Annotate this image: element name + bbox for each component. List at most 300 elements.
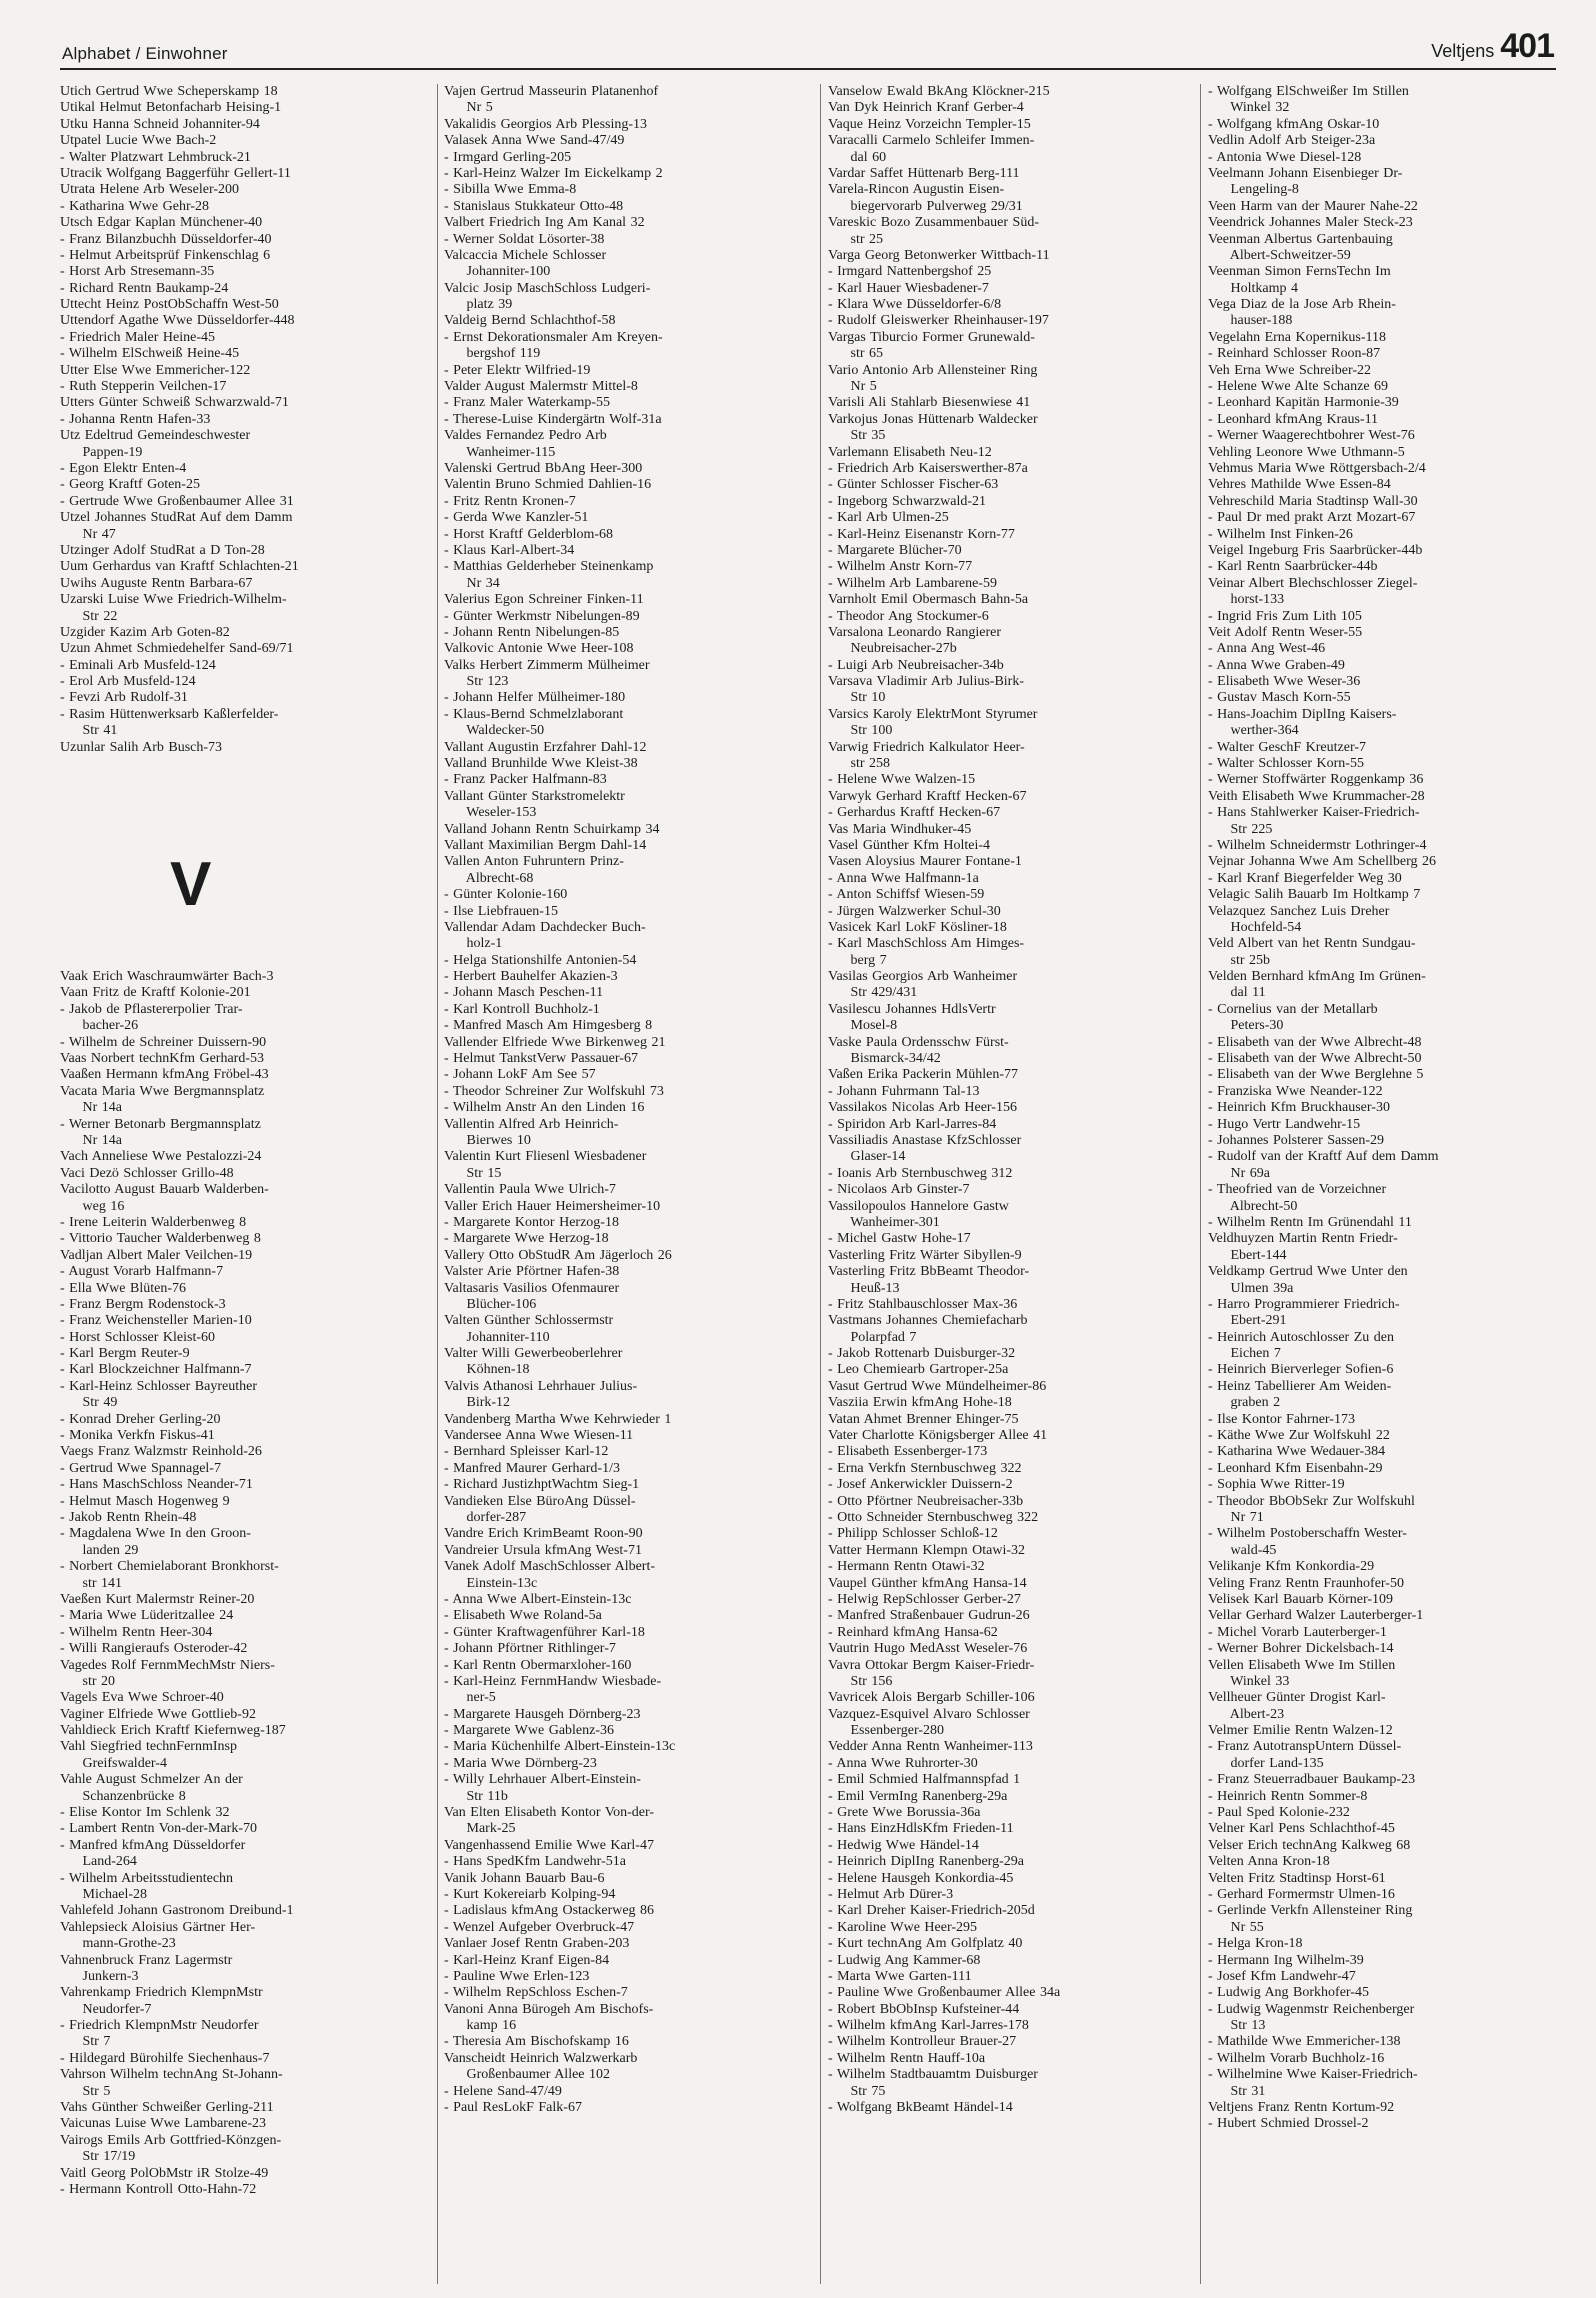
directory-entry-line: Vasicek Karl LokF Kösliner-18 bbox=[828, 919, 1007, 935]
directory-entry-line: Vallen Anton Fuhruntern Prinz- bbox=[444, 854, 624, 870]
directory-entry-line: - Elisabeth Essenberger-173 bbox=[828, 1444, 988, 1460]
column-divider bbox=[820, 84, 821, 2284]
directory-entry-line: Vellar Gerhard Walzer Lauterberger-1 bbox=[1208, 1608, 1424, 1624]
directory-entry-line: - Anna Wwe Ruhrorter-30 bbox=[828, 1755, 978, 1771]
directory-entry-line: - Leonhard Kfm Eisenbahn-29 bbox=[1208, 1460, 1383, 1476]
directory-entry-line: Str 75 bbox=[828, 2083, 886, 2099]
directory-entry-line: Mark-25 bbox=[444, 1821, 516, 1837]
directory-entry-line: - Hubert Schmied Drossel-2 bbox=[1208, 2116, 1369, 2132]
directory-entry-line: - Helmut Masch Hogenweg 9 bbox=[60, 1493, 230, 1509]
directory-entry-line: Vandieken Else BüroAng Düssel- bbox=[444, 1493, 636, 1509]
directory-entry-line: wald-45 bbox=[1208, 1542, 1277, 1558]
directory-entry-line: Utzinger Adolf StudRat a D Ton-28 bbox=[60, 542, 265, 558]
directory-entry-line: - Werner Waagerechtbohrer West-76 bbox=[1208, 428, 1415, 444]
directory-entry-line: Veenman Albertus Gartenbauing bbox=[1208, 231, 1393, 247]
directory-entry-line: Valder August Malermstr Mittel-8 bbox=[444, 379, 638, 395]
column-1 bbox=[60, 84, 430, 2284]
directory-entry-line: - Stanislaus Stukkateur Otto-48 bbox=[444, 198, 624, 214]
directory-entry-line: Vaupel Günther kfmAng Hansa-14 bbox=[828, 1575, 1027, 1591]
directory-entry-line: Holtkamp 4 bbox=[1208, 280, 1298, 296]
directory-entry-line: Veltjens Franz Rentn Kortum-92 bbox=[1208, 2100, 1395, 2116]
directory-entry-line: - Karl Dreher Kaiser-Friedrich-205d bbox=[828, 1903, 1035, 1919]
directory-entry-line: Nr 14a bbox=[60, 1133, 122, 1148]
directory-entry-line: Vassiliadis Anastase KfzSchlosser bbox=[828, 1133, 1022, 1148]
column-2 bbox=[444, 84, 812, 2284]
entry-columns bbox=[60, 84, 1556, 2284]
directory-entry-line: - Manfred Masch Am Himgesberg 8 bbox=[444, 1018, 653, 1034]
directory-entry-line: Str 123 bbox=[444, 674, 509, 690]
directory-entry-line: - Heinrich Kfm Bruckhauser-30 bbox=[1208, 1100, 1390, 1116]
blank-line bbox=[60, 904, 430, 920]
directory-entry-line: Velser Erich technAng Kalkweg 68 bbox=[1208, 1837, 1411, 1853]
directory-entry-line: Waldecker-50 bbox=[444, 723, 545, 739]
directory-entry-line: - Franz Packer Halfmann-83 bbox=[444, 772, 607, 788]
directory-entry-line: kamp 16 bbox=[444, 2018, 517, 2034]
directory-entry-line: - Theofried van de Vorzeichner bbox=[1208, 1182, 1387, 1198]
directory-entry-line: - Ernst Dekorationsmaler Am Kreyen- bbox=[444, 329, 663, 345]
directory-entry-line: - Karl-Heinz Schlosser Bayreuther bbox=[60, 1378, 257, 1394]
directory-entry-line: - Spiridon Arb Karl-Jarres-84 bbox=[828, 1116, 997, 1132]
directory-entry-line: - Horst Arb Stresemann-35 bbox=[60, 264, 215, 280]
directory-entry-line: - Rasim Hüttenwerksarb Kaßlerfelder- bbox=[60, 706, 279, 722]
directory-entry-line: - Egon Elektr Enten-4 bbox=[60, 460, 187, 476]
directory-entry-line: - Ioanis Arb Sternbuschweg 312 bbox=[828, 1165, 1013, 1181]
directory-entry-line: - Jakob de Pflastererpolier Trar- bbox=[60, 1001, 243, 1017]
directory-entry-line: - Hermann Kontroll Otto-Hahn-72 bbox=[60, 2182, 257, 2197]
directory-entry-line: - Klaus Karl-Albert-34 bbox=[444, 542, 575, 558]
directory-entry-line: - Emil VermIng Ranenberg-29a bbox=[828, 1788, 1008, 1804]
directory-entry-line: - Karl Rentn Saarbrücker-44b bbox=[1208, 559, 1378, 575]
directory-entry-line: - Helga Kron-18 bbox=[1208, 1936, 1303, 1952]
directory-entry-line: - Theresia Am Bischofskamp 16 bbox=[444, 2034, 629, 2050]
directory-entry-line: - Philipp Schlosser Schloß-12 bbox=[828, 1526, 998, 1542]
directory-entry-line: Varisli Ali Stahlarb Biesenwiese 41 bbox=[828, 395, 1031, 411]
directory-entry-line: - Elisabeth Wwe Roland-5a bbox=[444, 1608, 602, 1624]
directory-entry-line: - Walter Platzwart Lehmbruck-21 bbox=[60, 149, 251, 165]
directory-entry-line: - Elisabeth van der Wwe Berglehne 5 bbox=[1208, 1067, 1424, 1083]
directory-entry-line: Vargas Tiburcio Former Grunewald- bbox=[828, 329, 1035, 345]
directory-entry-line: - Otto Pförtner Neubreisacher-33b bbox=[828, 1493, 1024, 1509]
directory-entry-line: Vandre Erich KrimBeamt Roon-90 bbox=[444, 1526, 643, 1542]
directory-entry-line: - Karl Arb Ulmen-25 bbox=[828, 510, 949, 526]
directory-entry-line: - Franz Steuerradbauer Baukamp-23 bbox=[1208, 1772, 1416, 1788]
directory-entry-line: - Wilhelm ElSchweiß Heine-45 bbox=[60, 346, 240, 362]
directory-entry-line: Vallant Augustin Erzfahrer Dahl-12 bbox=[444, 739, 647, 755]
directory-entry-line: - Theodor Schreiner Zur Wolfskuhl 73 bbox=[444, 1083, 664, 1099]
directory-entry-line: Uttendorf Agathe Wwe Düsseldorfer-448 bbox=[60, 313, 295, 329]
directory-entry-line: - Franz Weichensteller Marien-10 bbox=[60, 1313, 252, 1329]
directory-entry-line: - Günter Werkmstr Nibelungen-89 bbox=[444, 608, 640, 624]
directory-entry-line: - Wilhelm Vorarb Buchholz-16 bbox=[1208, 2050, 1385, 2066]
directory-entry-line: - Karl-Heinz Eisenanstr Korn-77 bbox=[828, 526, 1015, 542]
directory-entry-line: - Johann Helfer Mülheimer-180 bbox=[444, 690, 626, 706]
directory-entry-line: - Konrad Dreher Gerling-20 bbox=[60, 1411, 221, 1427]
directory-entry-line: - Lambert Rentn Von-der-Mark-70 bbox=[60, 1821, 257, 1837]
directory-entry-line: - Wolfgang BkBeamt Händel-14 bbox=[828, 2100, 1013, 2116]
blank-line bbox=[60, 871, 430, 887]
directory-entry-line: Str 156 bbox=[828, 1673, 893, 1689]
directory-entry-line: Großenbaumer Allee 102 bbox=[444, 2067, 611, 2083]
directory-entry-line: Wanheimer-301 bbox=[828, 1214, 940, 1230]
directory-entry-line: Utku Hanna Schneid Johanniter-94 bbox=[60, 116, 260, 132]
directory-entry-line: - Hildegard Bürohilfe Siechenhaus-7 bbox=[60, 2050, 270, 2066]
directory-entry-line: Hochfeld-54 bbox=[1208, 919, 1302, 935]
directory-entry-line: Ulmen 39a bbox=[1208, 1280, 1294, 1296]
directory-entry-line: Str 225 bbox=[1208, 821, 1273, 837]
blank-line bbox=[60, 822, 430, 838]
directory-entry-line: Uum Gerhardus van Kraftf Schlachten-21 bbox=[60, 559, 299, 575]
directory-entry-line: Utter Else Wwe Emmericher-122 bbox=[60, 362, 251, 378]
directory-entry-line: - Maria Wwe Lüderitzallee 24 bbox=[60, 1608, 234, 1624]
directory-entry-line: Vaßen Erika Packerin Mühlen-77 bbox=[828, 1067, 1018, 1083]
directory-entry-line: Vaaßen Hermann kfmAng Fröbel-43 bbox=[60, 1067, 269, 1083]
directory-entry-line: - Helmut Arb Dürer-3 bbox=[828, 1886, 954, 1902]
directory-entry-line: - Karl Rentn Obermarxloher-160 bbox=[444, 1657, 632, 1673]
directory-entry-line: - Heinrich Bierverleger Sofien-6 bbox=[1208, 1362, 1394, 1378]
directory-entry-line: Velazquez Sanchez Luis Dreher bbox=[1208, 903, 1390, 919]
directory-entry-line: - Wilhelm Stadtbauamtm Duisburger bbox=[828, 2067, 1038, 2083]
directory-entry-line: Nr 55 bbox=[1208, 1919, 1264, 1935]
directory-entry-line: Valster Arie Pförtner Hafen-38 bbox=[444, 1264, 620, 1280]
directory-entry-line: Vandreier Ursula kfmAng West-71 bbox=[444, 1542, 642, 1558]
directory-entry-line: Vallendar Adam Dachdecker Buch- bbox=[444, 919, 646, 935]
directory-entry-line: - Anna Ang West-46 bbox=[1208, 641, 1326, 657]
directory-entry-line: - Horst Schlosser Kleist-60 bbox=[60, 1329, 216, 1345]
directory-entry-line: Vallentin Paula Wwe Ulrich-7 bbox=[444, 1182, 616, 1198]
directory-entry-line: - Peter Elektr Wilfried-19 bbox=[444, 362, 591, 378]
blank-line bbox=[60, 789, 430, 805]
directory-entry-line: - Rudolf van der Kraftf Auf dem Damm bbox=[1208, 1149, 1439, 1165]
directory-entry-line: Vanselow Ewald BkAng Klöckner-215 bbox=[828, 84, 1050, 99]
directory-entry-line: Vatter Hermann Klempn Otawi-32 bbox=[828, 1542, 1025, 1558]
directory-entry-line: Vedlin Adolf Arb Steiger-23a bbox=[1208, 133, 1376, 149]
directory-entry-line: - Gerhard Formermstr Ulmen-16 bbox=[1208, 1886, 1395, 1902]
directory-entry-line: Polarpfad 7 bbox=[828, 1329, 917, 1345]
directory-entry-line: - Walter Schlosser Korn-55 bbox=[1208, 756, 1364, 772]
directory-entry-line: - Klaus-Bernd Schmelzlaborant bbox=[444, 706, 624, 722]
directory-entry-line: - Manfred Straßenbauer Gudrun-26 bbox=[828, 1608, 1030, 1624]
directory-entry-line: - Gerda Wwe Kanzler-51 bbox=[444, 510, 589, 526]
directory-entry-line: dorfer Land-135 bbox=[1208, 1755, 1324, 1771]
directory-entry-line: - Ladislaus kfmAng Ostackerweg 86 bbox=[444, 1903, 655, 1919]
directory-entry-line: - Katharina Wwe Gehr-28 bbox=[60, 198, 210, 214]
directory-entry-line: - Karl Kontroll Buchholz-1 bbox=[444, 1001, 600, 1017]
directory-entry-line: - Katharina Wwe Wedauer-384 bbox=[1208, 1444, 1386, 1460]
directory-entry-line: - Paul Dr med prakt Arzt Mozart-67 bbox=[1208, 510, 1416, 526]
directory-entry-line: - Wilhelm Anstr An den Linden 16 bbox=[444, 1100, 645, 1116]
directory-entry-line: Vehreschild Maria Stadtinsp Wall-30 bbox=[1208, 493, 1418, 509]
directory-entry-line: Str 13 bbox=[1208, 2018, 1266, 2034]
directory-entry-line: - Antonia Wwe Diesel-128 bbox=[1208, 149, 1362, 165]
directory-entry-line: - Irmgard Gerling-205 bbox=[444, 149, 572, 165]
directory-entry-line: - Helene Sand-47/49 bbox=[444, 2083, 562, 2099]
directory-entry-line: - Heinrich DiplIng Ranenberg-29a bbox=[828, 1854, 1024, 1870]
directory-entry-line: - Wilhelm Rentn Heer-304 bbox=[60, 1624, 213, 1640]
directory-entry-line: Vasut Gertrud Wwe Mündelheimer-86 bbox=[828, 1378, 1047, 1394]
directory-entry-line: Valvis Athanosi Lehrhauer Julius- bbox=[444, 1378, 638, 1394]
directory-entry-line: Mosel-8 bbox=[828, 1018, 898, 1034]
directory-entry-line: - Anna Wwe Albert-Einstein-13c bbox=[444, 1591, 632, 1607]
directory-entry-line: - Wilhelm Anstr Korn-77 bbox=[828, 559, 973, 575]
directory-entry-line: - Reinhard Schlosser Roon-87 bbox=[1208, 346, 1381, 362]
directory-entry-line: - Wilhelm Rentn Im Grünendahl 11 bbox=[1208, 1214, 1412, 1230]
directory-entry-line: - Kurt technAng Am Golfplatz 40 bbox=[828, 1936, 1023, 1952]
directory-entry-line: Vagedes Rolf FernmMechMstr Niers- bbox=[60, 1657, 275, 1673]
directory-entry-line: - Theodor Ang Stockumer-6 bbox=[828, 608, 989, 624]
directory-entry-line: Valentin Bruno Schmied Dahlien-16 bbox=[444, 477, 652, 493]
directory-entry-line: - Günter Schlosser Fischer-63 bbox=[828, 477, 999, 493]
directory-entry-line: Glaser-14 bbox=[828, 1149, 906, 1165]
directory-entry-line: - Willi Rangieraufs Osteroder-42 bbox=[60, 1641, 248, 1657]
directory-entry-line: Valentin Kurt Fliesenl Wiesbadener bbox=[444, 1149, 647, 1165]
directory-entry-line: - Karl Hauer Wiesbadener-7 bbox=[828, 280, 989, 296]
directory-entry-line: Vegelahn Erna Kopernikus-118 bbox=[1208, 329, 1386, 345]
page-header bbox=[60, 22, 1556, 70]
directory-entry-line: Johanniter-100 bbox=[444, 264, 551, 280]
section-letter: V bbox=[170, 850, 212, 919]
directory-entry-line: str 141 bbox=[60, 1575, 122, 1591]
directory-entry-line: Velmer Emilie Rentn Walzen-12 bbox=[1208, 1723, 1393, 1739]
blank-line bbox=[60, 805, 430, 821]
directory-entry-line: - Therese-Luise Kindergärtn Wolf-31a bbox=[444, 411, 662, 427]
directory-entry-line: Johanniter-110 bbox=[444, 1329, 550, 1345]
directory-entry-line: Albert-23 bbox=[1208, 1706, 1285, 1722]
directory-entry-line: - Otto Schneider Sternbuschweg 322 bbox=[828, 1509, 1039, 1525]
directory-entry-line: Vater Charlotte Königsberger Allee 41 bbox=[828, 1428, 1048, 1444]
directory-entry-line: Veendrick Johannes Maler Steck-23 bbox=[1208, 215, 1413, 231]
directory-entry-line: - Matthias Gelderheber Steinenkamp bbox=[444, 559, 654, 575]
directory-entry-line: Vasel Günther Kfm Holtei-4 bbox=[828, 837, 991, 853]
directory-entry-line: Vasziia Erwin kfmAng Hohe-18 bbox=[828, 1395, 1012, 1411]
directory-entry-line: str 25 bbox=[828, 231, 883, 247]
directory-entry-line: Vanscheidt Heinrich Walzwerkarb bbox=[444, 2050, 638, 2066]
page-number: 401 bbox=[1500, 27, 1554, 65]
directory-entry-line: - Wolfgang kfmAng Oskar-10 bbox=[1208, 116, 1380, 132]
directory-entry-line: Blücher-106 bbox=[444, 1296, 537, 1312]
running-head-name: Veltjens bbox=[1431, 41, 1495, 61]
directory-entry-line: Velisek Karl Bauarb Körner-109 bbox=[1208, 1591, 1394, 1607]
directory-entry-line: - Wilhelm Schneidermstr Lothringer-4 bbox=[1208, 837, 1427, 853]
directory-entry-line: - Wilhelm Rentn Hauff-10a bbox=[828, 2050, 986, 2066]
directory-entry-line: Vassilopoulos Hannelore Gastw bbox=[828, 1198, 1009, 1214]
directory-entry-line: - Jürgen Walzwerker Schul-30 bbox=[828, 903, 1001, 919]
directory-entry-line: - Elisabeth van der Wwe Albrecht-48 bbox=[1208, 1034, 1422, 1050]
directory-entry-line: - Manfred Maurer Gerhard-1/3 bbox=[444, 1460, 620, 1476]
directory-entry-line: ner-5 bbox=[444, 1690, 496, 1706]
directory-entry-line: - Günter Kolonie-160 bbox=[444, 887, 568, 903]
directory-entry-line: Ebert-291 bbox=[1208, 1313, 1287, 1329]
directory-entry-line: Varwyk Gerhard Kraftf Hecken-67 bbox=[828, 788, 1027, 804]
directory-entry-line: Einstein-13c bbox=[444, 1575, 538, 1591]
directory-entry-line: Varsava Vladimir Arb Julius-Birk- bbox=[828, 674, 1024, 690]
directory-entry-line: Vasilescu Johannes HdlsVertr bbox=[828, 1001, 996, 1017]
directory-entry-line: Essenberger-280 bbox=[828, 1723, 945, 1739]
directory-entry-line: - Gerlinde Verkfn Allensteiner Ring bbox=[1208, 1903, 1413, 1919]
directory-entry-line: Vairogs Emils Arb Gottfried-Könzgen- bbox=[60, 2132, 282, 2148]
directory-entry-line: - Hans Stahlwerker Kaiser-Friedrich- bbox=[1208, 805, 1420, 821]
directory-entry-line: - Magdalena Wwe In den Groon- bbox=[60, 1526, 251, 1542]
directory-entry-line: - Luigi Arb Neubreisacher-34b bbox=[828, 657, 1004, 673]
directory-entry-line: Vanoni Anna Bürogeh Am Bischofs- bbox=[444, 2001, 654, 2017]
directory-entry-line: - Hedwig Wwe Händel-14 bbox=[828, 1837, 979, 1853]
directory-entry-line: holz-1 bbox=[444, 936, 503, 952]
directory-entry-line: Vasterling Fritz BbBeamt Theodor- bbox=[828, 1264, 1030, 1280]
directory-entry-line: - Mathilde Wwe Emmericher-138 bbox=[1208, 2034, 1401, 2050]
directory-entry-line: Valland Johann Rentn Schuirkamp 34 bbox=[444, 821, 660, 837]
directory-entry-line: dal 60 bbox=[828, 149, 887, 165]
directory-entry-line: platz 39 bbox=[444, 297, 513, 313]
directory-entry-line: - Heinrich Autoschlosser Zu den bbox=[1208, 1329, 1394, 1345]
directory-entry-line: Vas Maria Windhuker-45 bbox=[828, 821, 972, 837]
directory-entry-line: - Reinhard kfmAng Hansa-62 bbox=[828, 1624, 998, 1640]
directory-entry-line: - Jakob Rentn Rhein-48 bbox=[60, 1509, 197, 1525]
directory-entry-line: Vario Antonio Arb Allensteiner Ring bbox=[828, 362, 1038, 378]
directory-entry-line: str 25b bbox=[1208, 952, 1270, 968]
blank-line bbox=[60, 854, 430, 870]
directory-entry-line: Veit Adolf Rentn Weser-55 bbox=[1208, 624, 1363, 640]
directory-entry-line: Bismarck-34/42 bbox=[828, 1051, 941, 1067]
directory-entry-line: Vassilakos Nicolas Arb Heer-156 bbox=[828, 1100, 1017, 1116]
directory-entry-line: Vehres Mathilde Wwe Essen-84 bbox=[1208, 477, 1391, 493]
directory-entry-line: - Richard Rentn Baukamp-24 bbox=[60, 280, 229, 296]
directory-entry-line: Vavra Ottokar Bergm Kaiser-Friedr- bbox=[828, 1657, 1035, 1673]
directory-entry-line: biegervorarb Pulverweg 29/31 bbox=[828, 198, 1023, 214]
directory-entry-line: Valdes Fernandez Pedro Arb bbox=[444, 428, 607, 444]
directory-entry-line: - Wilhelm de Schreiner Duissern-90 bbox=[60, 1034, 267, 1050]
directory-entry-line: Veldkamp Gertrud Wwe Unter den bbox=[1208, 1264, 1408, 1280]
directory-entry-line: Valdeig Bernd Schlachthof-58 bbox=[444, 313, 616, 329]
directory-entry-line: - Ludwig Ang Borkhofer-45 bbox=[1208, 1985, 1369, 2001]
directory-entry-line: Varnholt Emil Obermasch Bahn-5a bbox=[828, 592, 1029, 608]
directory-entry-line: - Pauline Wwe Großenbaumer Allee 34a bbox=[828, 1985, 1061, 2001]
directory-entry-line: Str 100 bbox=[828, 723, 893, 739]
directory-entry-line: str 258 bbox=[828, 756, 890, 772]
directory-entry-line: - Jakob Rottenarb Duisburger-32 bbox=[828, 1346, 1016, 1362]
directory-entry-line: Velner Karl Pens Schlachthof-45 bbox=[1208, 1821, 1395, 1837]
directory-entry-line: landen 29 bbox=[60, 1542, 139, 1558]
directory-entry-line: Vehmus Maria Wwe Röttgersbach-2/4 bbox=[1208, 460, 1426, 476]
directory-entry-line: dorfer-287 bbox=[444, 1509, 527, 1525]
directory-entry-line: - Karl MaschSchloss Am Himges- bbox=[828, 936, 1025, 952]
directory-entry-line: berg 7 bbox=[828, 952, 887, 968]
directory-entry-line: Vacata Maria Wwe Bergmannsplatz bbox=[60, 1083, 265, 1099]
directory-entry-line: - Margarete Wwe Herzog-18 bbox=[444, 1231, 609, 1247]
directory-entry-line: - Marta Wwe Garten-111 bbox=[828, 1968, 972, 1984]
directory-entry-line: - Hugo Vertr Landwehr-15 bbox=[1208, 1116, 1361, 1132]
directory-entry-line: - Karl Bergm Reuter-9 bbox=[60, 1346, 190, 1362]
directory-entry-line: Valks Herbert Zimmerm Mülheimer bbox=[444, 657, 650, 673]
blank-line bbox=[60, 936, 430, 952]
blank-line bbox=[60, 772, 430, 788]
directory-entry-line: Vaitl Georg PolObMstr iR Stolze-49 bbox=[60, 2165, 269, 2181]
directory-entry-line: Vallender Elfriede Wwe Birkenweg 21 bbox=[444, 1034, 666, 1050]
directory-entry-line: Schanzenbrücke 8 bbox=[60, 1788, 186, 1804]
directory-entry-line: Vaegs Franz Walzmstr Reinhold-26 bbox=[60, 1444, 262, 1460]
directory-entry-line: Utsch Edgar Kaplan Münchener-40 bbox=[60, 215, 263, 231]
directory-entry-line: Veelmann Johann Eisenbieger Dr- bbox=[1208, 165, 1403, 181]
directory-entry-line: Velikanje Kfm Konkordia-29 bbox=[1208, 1559, 1375, 1575]
directory-entry-line: - Werner Betonarb Bergmannsplatz bbox=[60, 1116, 261, 1132]
page-heading-right bbox=[1431, 27, 1554, 66]
directory-entry-line: - Franz AutotranspUntern Düssel- bbox=[1208, 1739, 1402, 1755]
directory-entry-line: - Ilse Liebfrauen-15 bbox=[444, 903, 558, 919]
directory-entry-line: - Wilhelm Postoberschaffn Wester- bbox=[1208, 1526, 1407, 1542]
directory-entry-line: Veinar Albert Blechschlosser Ziegel- bbox=[1208, 575, 1418, 591]
directory-entry-line: - Leonhard Kapitän Harmonie-39 bbox=[1208, 395, 1399, 411]
directory-entry-line: - Margarete Blücher-70 bbox=[828, 542, 962, 558]
directory-entry-line: Valten Günther Schlossermstr bbox=[444, 1313, 614, 1329]
directory-entry-line: - Wilhelm Inst Finken-26 bbox=[1208, 526, 1353, 542]
directory-entry-line: Str 15 bbox=[444, 1165, 502, 1181]
directory-entry-line: - Franziska Wwe Neander-122 bbox=[1208, 1083, 1383, 1099]
directory-entry-line: - Emil Schmied Halfmannspfad 1 bbox=[828, 1772, 1021, 1788]
directory-entry-line: Vasen Aloysius Maurer Fontane-1 bbox=[828, 854, 1022, 870]
directory-entry-line: mann-Grothe-23 bbox=[60, 1936, 176, 1952]
directory-entry-line: Vautrin Hugo MedAsst Weseler-76 bbox=[828, 1641, 1028, 1657]
directory-entry-line: - Elise Kontor Im Schlenk 32 bbox=[60, 1805, 230, 1821]
directory-entry-line: Uzunlar Salih Arb Busch-73 bbox=[60, 739, 223, 755]
directory-entry-line: - Franz Bergm Rodenstock-3 bbox=[60, 1296, 226, 1312]
directory-entry-line: Birk-12 bbox=[444, 1395, 511, 1411]
directory-entry-line: Vaak Erich Waschraumwärter Bach-3 bbox=[60, 969, 274, 985]
directory-entry-line: - Robert BbObInsp Kufsteiner-44 bbox=[828, 2001, 1020, 2017]
directory-entry-line: - Maria Küchenhilfe Albert-Einstein-13c bbox=[444, 1739, 676, 1755]
directory-entry-line: - Gustav Masch Korn-55 bbox=[1208, 690, 1351, 706]
directory-entry-line: Neubreisacher-27b bbox=[828, 641, 957, 657]
directory-entry-line: - Klara Wwe Düsseldorfer-6/8 bbox=[828, 297, 1002, 313]
directory-entry-line: Vazquez-Esquivel Alvaro Schlosser bbox=[828, 1706, 1030, 1722]
directory-entry-line: Uzgider Kazim Arb Goten-82 bbox=[60, 624, 230, 640]
directory-entry-line: Vedder Anna Rentn Wanheimer-113 bbox=[828, 1739, 1033, 1755]
directory-entry-line: Varga Georg Betonwerker Wittbach-11 bbox=[828, 247, 1050, 263]
directory-entry-line: Valcaccia Michele Schlosser bbox=[444, 247, 607, 263]
directory-entry-line: Vavricek Alois Bergarb Schiller-106 bbox=[828, 1690, 1035, 1706]
directory-entry-line: - Wilhelmine Wwe Kaiser-Friedrich- bbox=[1208, 2067, 1418, 2083]
directory-entry-line: Valerius Egon Schreiner Finken-11 bbox=[444, 592, 644, 608]
directory-entry-line: Nr 71 bbox=[1208, 1509, 1264, 1525]
directory-entry-line: Wanheimer-115 bbox=[444, 444, 556, 460]
directory-entry-line: Valler Erich Hauer Heimersheimer-10 bbox=[444, 1198, 661, 1214]
directory-entry-line: - Anna Wwe Halfmann-1a bbox=[828, 870, 979, 886]
directory-entry-line: - Karl-Heinz Walzer Im Eickelkamp 2 bbox=[444, 165, 663, 181]
directory-entry-line: Str 5 bbox=[60, 2083, 111, 2099]
directory-entry-line: Valland Brunhilde Wwe Kleist-38 bbox=[444, 756, 638, 772]
directory-entry-line: Vasterling Fritz Wärter Sibyllen-9 bbox=[828, 1247, 1022, 1263]
directory-entry-line: Utters Günter Schweiß Schwarzwald-71 bbox=[60, 395, 289, 411]
directory-entry-line: - Manfred kfmAng Düsseldorfer bbox=[60, 1837, 246, 1853]
directory-entry-line: Vahnenbruck Franz Lagermstr bbox=[60, 1952, 233, 1968]
directory-entry-line: - Hans MaschSchloss Neander-71 bbox=[60, 1477, 253, 1493]
directory-entry-line: Vahlefeld Johann Gastronom Dreibund-1 bbox=[60, 1903, 294, 1919]
column-3 bbox=[828, 84, 1192, 2284]
directory-entry-line: - Karoline Wwe Heer-295 bbox=[828, 1919, 978, 1935]
directory-entry-line: Str 17/19 bbox=[60, 2149, 136, 2165]
directory-entry-line: Nr 14a bbox=[60, 1100, 122, 1116]
directory-entry-line: - Eminali Arb Musfeld-124 bbox=[60, 657, 216, 673]
directory-entry-line: Vaeßen Kurt Malermstr Reiner-20 bbox=[60, 1591, 255, 1607]
directory-entry-line: bergshof 119 bbox=[444, 346, 541, 362]
directory-entry-line: Velden Bernhard kfmAng Im Grünen- bbox=[1208, 969, 1426, 985]
directory-entry-line: Vallery Otto ObStudR Am Jägerloch 26 bbox=[444, 1247, 672, 1263]
directory-entry-line: Eichen 7 bbox=[1208, 1346, 1281, 1362]
directory-entry-line: Valenski Gertrud BbAng Heer-300 bbox=[444, 460, 643, 476]
directory-entry-line: - Irene Leiterin Walderbenweg 8 bbox=[60, 1214, 247, 1230]
directory-entry-line: - Wilhelm Kontrolleur Brauer-27 bbox=[828, 2034, 1017, 2050]
directory-entry-line: - Johann Pförtner Rithlinger-7 bbox=[444, 1641, 616, 1657]
directory-entry-line: - Johannes Polsterer Sassen-29 bbox=[1208, 1133, 1385, 1148]
directory-entry-line: - Margarete Wwe Gablenz-36 bbox=[444, 1723, 615, 1739]
directory-entry-line: - Elisabeth van der Wwe Albrecht-50 bbox=[1208, 1051, 1422, 1067]
